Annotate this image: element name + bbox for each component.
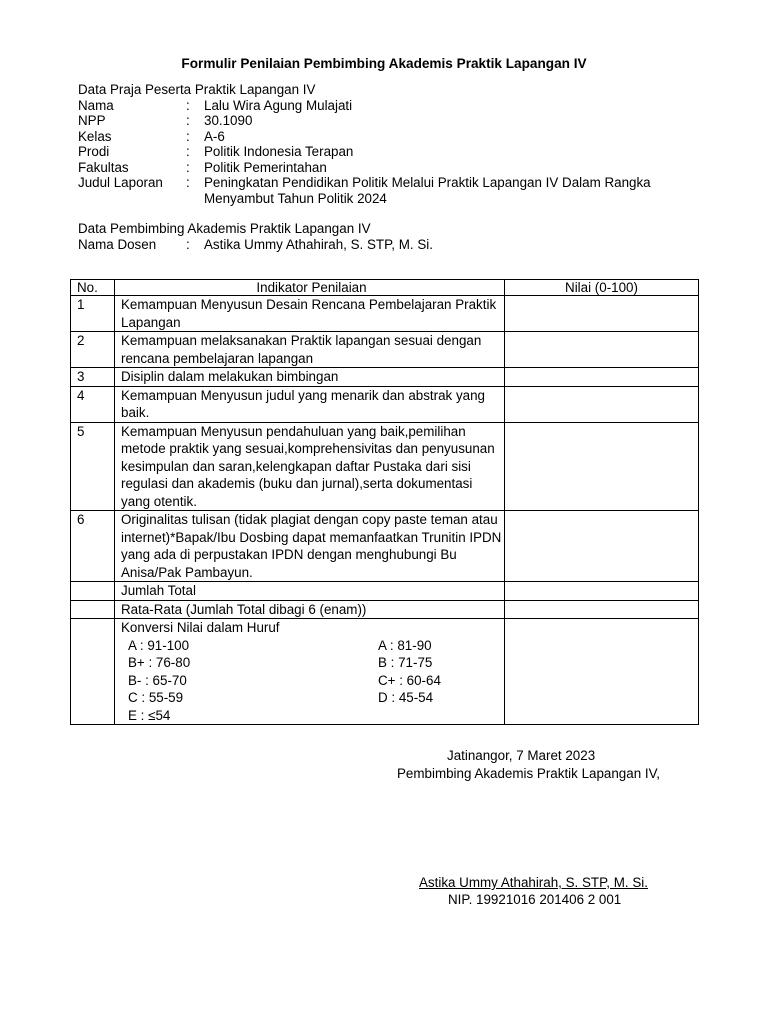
info-row-fakultas [78,160,704,176]
total-value-cell[interactable] [505,582,699,601]
row-number: 6 [71,511,115,582]
row-indicator: Kemampuan Menyusun Desain Rencana Pembelajaran Praktik Lapangan [115,296,505,332]
info-row-prodi [78,144,704,160]
grade-item: B- : 65-70 [128,672,187,688]
info-label: Nama [78,97,114,113]
total-label: Jumlah Total [115,582,505,601]
signatory-name: Astika Ummy Athahirah, S. STP, M. Si. [419,875,648,890]
grade-item: A : 81-90 [378,637,432,653]
info-value: Lalu Wira Agung Mulajati [204,97,353,113]
info-label: Prodi [78,144,110,159]
info-value: A-6 [204,128,225,144]
signatory-role: Pembimbing Akademis Praktik Lapangan IV, [397,766,661,781]
score-cell[interactable] [505,296,699,332]
info-colon: : [186,144,190,159]
grade-item: A : 91-100 [128,637,190,653]
table-header-row [71,280,699,296]
score-cell[interactable] [505,422,699,511]
info-label: Judul Laporan [78,175,163,190]
row-indicator: Kemampuan Menyusun judul yang menarik dan abstrak yang baik. [115,386,505,422]
info-colon: : [186,128,190,144]
info-colon: : [186,97,190,113]
info-label: Nama Dosen [78,236,157,252]
empty-cell [505,619,699,725]
info-label: Fakultas [78,159,129,175]
average-row [71,600,699,619]
info-colon: : [186,236,190,252]
row-number: 4 [71,386,115,422]
score-cell[interactable] [505,368,699,387]
row-indicator: Disiplin dalam melakukan bimbingan [115,368,505,387]
total-row [71,582,699,601]
score-cell[interactable] [505,332,699,368]
conversion-title: Konversi Nilai dalam Huruf [121,620,280,635]
info-value: 30.1090 [204,113,253,128]
row-indicator: Originalitas tulisan (tidak plagiat dengan copy paste teman atau internet)*Bapak/Ibu Dosbing dapat memanfaatkan Trunitin IPDN yang ada di perpustakan IPDN dengan menghubungi Bu Anisa/Pak Pambayun. [115,511,505,582]
conversion-row [71,619,699,725]
table-row [71,332,699,368]
info-colon: : [186,175,190,190]
header-indicator: Indikator Penilaian [115,280,505,296]
row-number: 5 [71,422,115,511]
info-value: Peningkatan Pendidikan Politik Melalui Praktik Lapangan IV Dalam Rangka Menyambut Tahun Politik 2024 [204,175,651,206]
grade-item: B : 71-75 [378,655,433,670]
table-row [71,296,699,332]
supervisor-heading: Data Pembimbing Akademis Praktik Lapangan IV [78,221,371,236]
empty-cell [71,582,115,601]
assessment-table [70,279,699,725]
empty-cell [71,619,115,725]
info-value: Astika Ummy Athahirah, S. STP, M. Si. [204,236,433,252]
table-row [71,386,699,422]
table-row [71,422,699,511]
header-value: Nilai (0-100) [505,280,699,296]
table-row [71,511,699,582]
grade-conversion [115,619,505,725]
supervisor-section [78,221,704,252]
info-row-nama [78,98,704,114]
info-label: NPP [78,113,106,128]
grade-item: C : 55-59 [128,690,184,705]
student-heading: Data Praja Peserta Praktik Lapangan IV [78,82,316,97]
grade-item: D : 45-54 [378,690,434,705]
row-indicator: Kemampuan melaksanakan Praktik lapangan sesuai dengan rencana pembelajaran lapangan [115,332,505,368]
info-row-npp [78,113,704,129]
score-cell[interactable] [505,511,699,582]
info-row-judul-laporan [78,175,704,206]
info-row-nama-dosen [78,237,704,253]
score-cell[interactable] [505,386,699,422]
empty-cell [71,600,115,619]
row-number: 2 [71,332,115,368]
row-number: 3 [71,368,115,387]
info-row-kelas [78,129,704,145]
info-value: Politik Indonesia Terapan [204,144,354,159]
table-row [71,368,699,387]
average-label: Rata-Rata (Jumlah Total dibagi 6 (enam)) [115,600,505,619]
grade-item: E : ≤54 [128,707,171,723]
average-value-cell[interactable] [505,600,699,619]
row-number: 1 [71,296,115,332]
place-date: Jatinangor, 7 Maret 2023 [447,748,596,763]
info-colon: : [186,159,190,175]
info-colon: : [186,113,190,128]
signatory-nip: NIP. 19921016 201406 2 001 [448,892,622,907]
info-label: Kelas [78,128,112,144]
header-no: No. [71,280,115,296]
grade-grid [121,637,502,725]
info-value: Politik Pemerintahan [204,159,327,175]
row-indicator: Kemampuan Menyusun pendahuluan yang baik,pemilihan metode praktik yang sesuai,komprehensivitas dan penyusunan kesimpulan dan saran,kelengkapan daftar Pustaka dari sisi regulasi dan akademis (buku dan jurnal),serta dokumentasi yang otentik. [115,422,505,511]
form-title: Formulir Penilaian Pembimbing Akademis Praktik Lapangan IV [181,56,587,71]
student-section [78,82,704,206]
grade-item: C+ : 60-64 [378,672,441,688]
grade-item: B+ : 76-80 [128,655,191,670]
